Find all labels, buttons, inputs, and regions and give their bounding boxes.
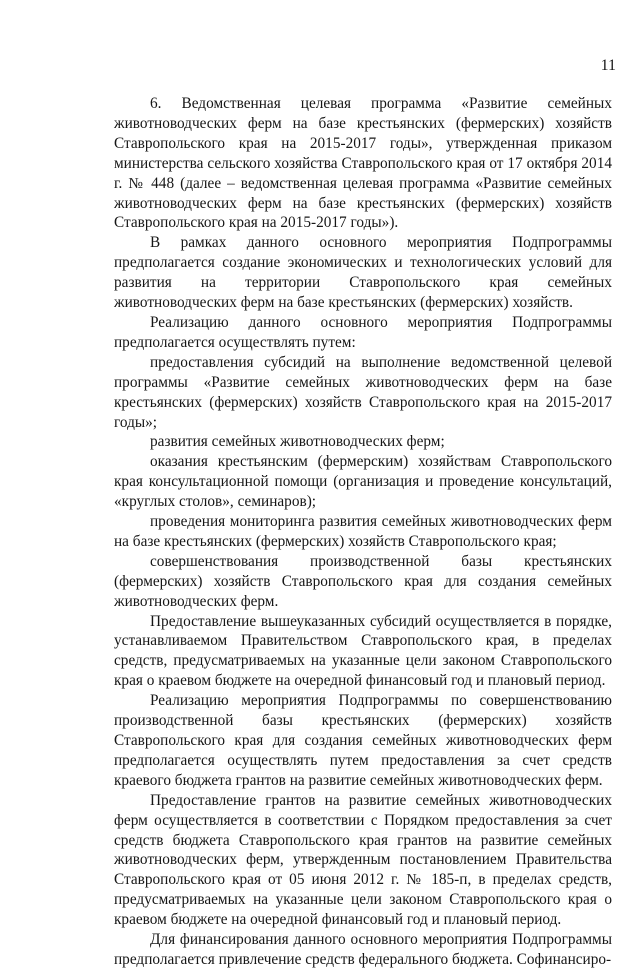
list-item-monitoring: проведения мониторинга развития семейных животноводческих ферм на базе крестьянских (фермерских) хозяйств Ставропольского края; — [114, 513, 612, 550]
paragraph-grants-implementation: Реализацию мероприятия Подпрограммы по совершенствованию производственной базы крестьянских (фермерских) хозяйств Ставропольского края для создания семейных животноводческих ферм предполагается осуществлять путем предоставления за счет средств краевого бюджета грантов на развитие семейных животноводческих ферм. — [114, 692, 612, 789]
list-item-consulting: оказания крестьянским (фермерским) хозяйствам Ставропольского края консультационной помощи (организация и проведение консультаций, «круглых столов», семинаров); — [114, 453, 612, 511]
paragraph-federal-funding: Для финансирования данного основного мероприятия Подпрограммы предполагается привлечение средств федерального бюджета. Софинансиро- — [114, 931, 612, 968]
paragraph-scope: В рамках данного основного мероприятия Подпрограммы предполагается создание экономических и технологических условий для развития на территории Ставропольского края семейных животноводческих ферм на базе крестьянских (фермерских) хозяйств. — [114, 234, 612, 312]
list-item-subsidies: предоставления субсидий на выполнение ведомственной целевой программы «Развитие семейных животноводческих ферм на базе крестьянских (фермерских) хозяйств Ставропольского края на 2015-2017 годы»; — [114, 353, 612, 431]
list-item-farm-development: развития семейных животноводческих ферм; — [150, 433, 445, 451]
page-number: 11 — [600, 57, 616, 74]
paragraph-program-title: 6. Ведомственная целевая программа «Развитие семейных животноводческих ферм на базе крестьянских (фермерских) хозяйств Ставропольского края на 2015-2017 годы», утвержденная приказом министерства сельского хозяйства Ставропольского края от 17 октября 2014 г. № 448 (далее – ведомственная целевая программа «Развитие семейных животноводческих ферм на базе крестьянских (фермерских) хозяйств Ставропольского края на 2015-2017 годы»). — [114, 95, 612, 232]
paragraph-implementation-intro: Реализацию данного основного мероприятия Подпрограммы предполагается осуществлять путем: — [114, 313, 612, 351]
document-body — [114, 94, 612, 970]
paragraph-grants-procedure: Предоставление грантов на развитие семейных животноводческих ферм осуществляется в соответствии с Порядком предоставления за счет средств бюджета Ставропольского края грантов на развитие семейных животноводческих ферм, утвержденным постановлением Правительства Ставропольского края от 05 июня 2012 г. № 185-п, в пределах средств, предусматриваемых на указанные цели законом Ставропольского края о краевом бюджете на очередной финансовый год и плановый период. — [114, 791, 612, 929]
paragraph-subsidy-procedure: Предоставление вышеуказанных субсидий осуществляется в порядке, устанавливаемом Правительством Ставропольского края, в пределах средств, предусматриваемых на указанные цели законом Ставропольского края о краевом бюджете на очередной финансовый год и плановый период. — [114, 612, 612, 690]
list-item-production-base: совершенствования производственной базы крестьянских (фермерских) хозяйств Ставропольского края для создания семейных животноводческих ферм. — [114, 552, 612, 610]
